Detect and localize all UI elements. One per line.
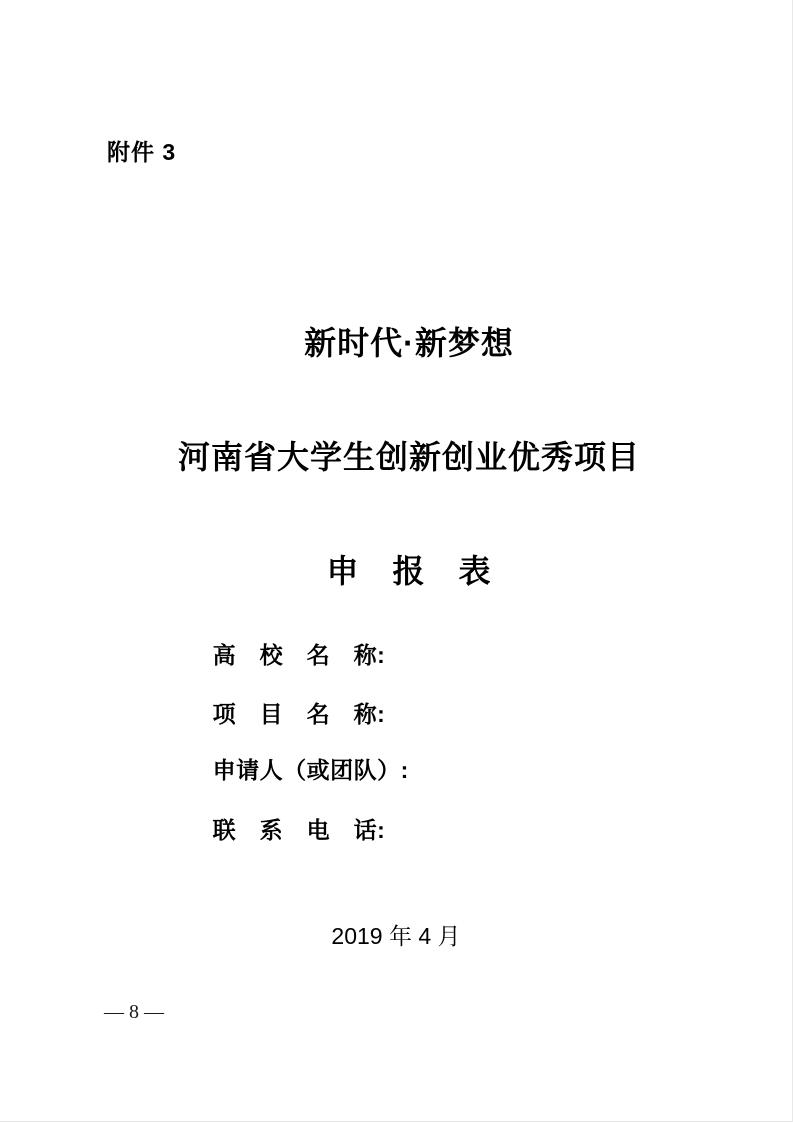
attachment-label: 附件 3 (107, 139, 177, 165)
document-title (13, 248, 793, 666)
field-label: 联 系 电 话: (212, 817, 386, 843)
field-label: 项 目 名 称: (212, 701, 386, 727)
title-line-1: 新时代·新梦想 (304, 325, 514, 361)
title-line-2: 河南省大学生创新创业优秀项目 (177, 439, 640, 475)
page-number: — 8 — (104, 1001, 164, 1023)
date-line: 2019 年 4 月 (331, 923, 461, 949)
field-label: 申请人（或团队）: (212, 757, 409, 783)
field-label: 高 校 名 称: (212, 642, 386, 668)
title-line-3: 申 报 表 (326, 553, 492, 589)
field-contact-phone (185, 785, 505, 872)
